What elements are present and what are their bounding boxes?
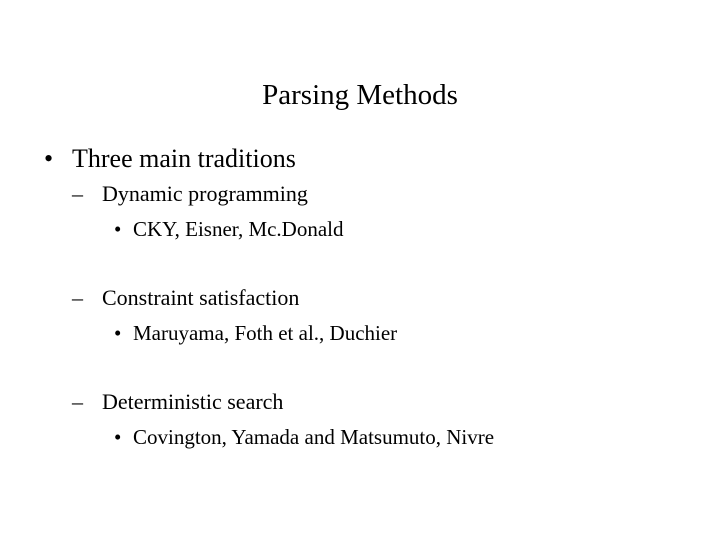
bullet-text: Three main traditions — [72, 144, 296, 173]
tradition-2-examples: Maruyama, Foth et al., Duchier — [133, 321, 398, 345]
tradition-2-marker: – — [72, 285, 83, 310]
tradition-1-examples-marker: • — [114, 217, 122, 241]
tradition-1-examples: CKY, Eisner, Mc.Donald — [133, 217, 344, 241]
tradition-3-examples: Covington, Yamada and Matsumuto, Nivre — [133, 425, 495, 449]
tradition-2-label: Constraint satisfaction — [102, 285, 300, 310]
tradition-3-marker: – — [72, 389, 83, 414]
tradition-3-examples-marker: • — [114, 425, 122, 449]
tradition-3-label: Deterministic search — [102, 389, 284, 414]
bullet-marker: • — [44, 144, 54, 173]
tradition-2-examples-marker: • — [114, 321, 122, 345]
tradition-1-marker: – — [72, 181, 83, 206]
slide-title: Parsing Methods — [262, 79, 458, 111]
tradition-1-label: Dynamic programming — [102, 181, 308, 206]
